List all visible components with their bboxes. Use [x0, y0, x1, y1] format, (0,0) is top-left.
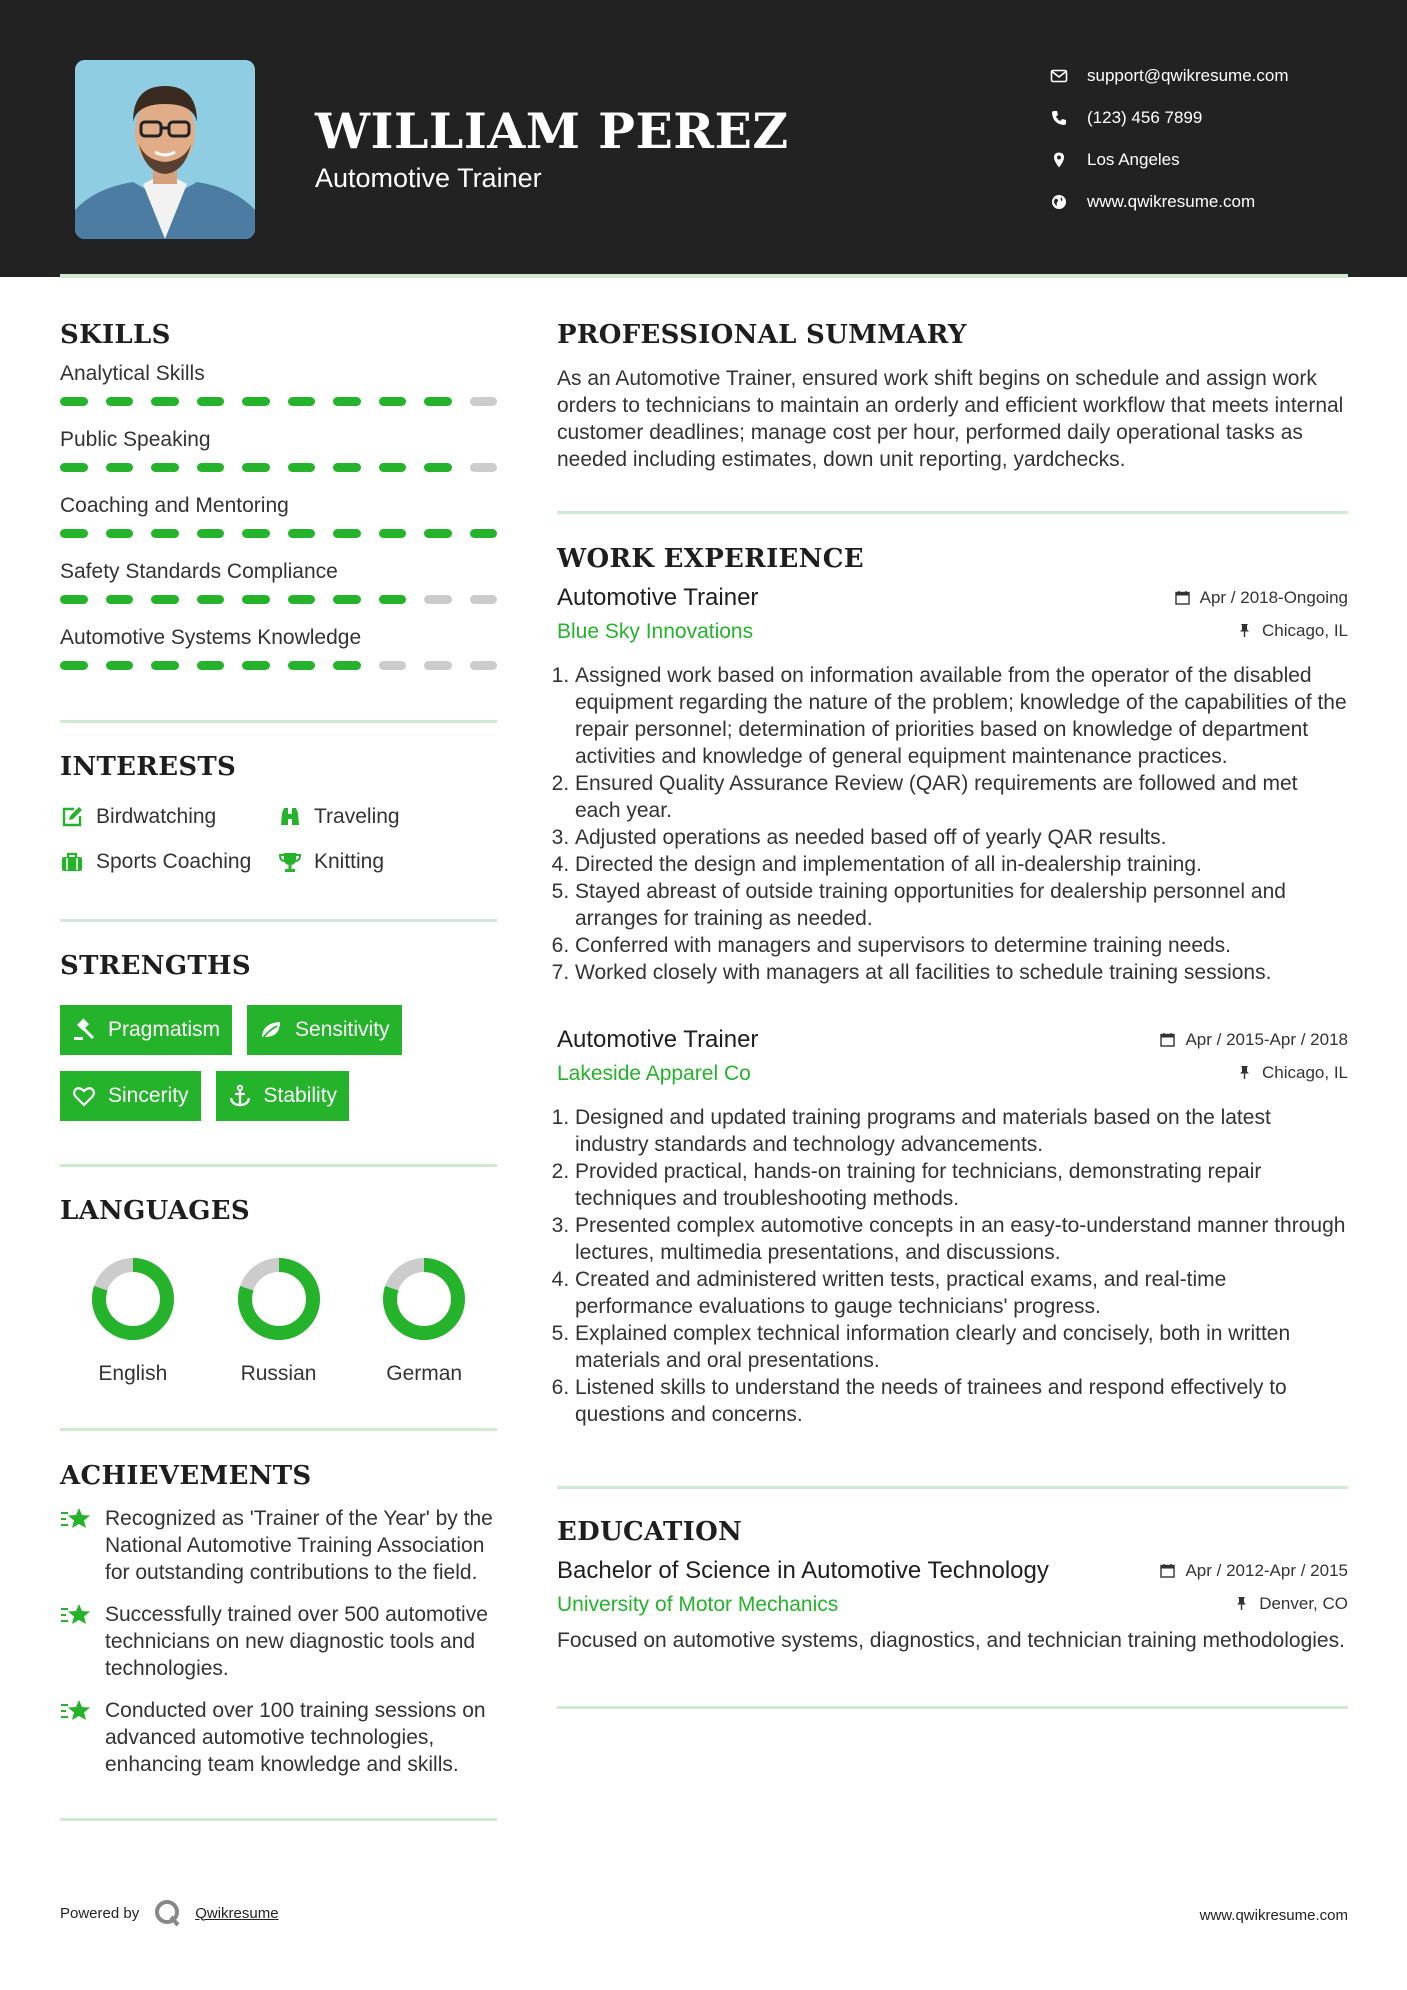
contact-phone-text: (123) 456 7899 — [1087, 108, 1203, 127]
section-divider — [60, 919, 497, 922]
skill-level-dot — [470, 595, 498, 604]
skill-level-dot — [106, 397, 134, 406]
responsibility-item: 7. Worked closely with managers at all facilities to schedule training sessions. — [575, 959, 1348, 986]
skill-level-meter — [60, 529, 497, 538]
skill-level-dot — [379, 397, 407, 406]
responsibility-item: 2. Provided practical, hands-on training for technicians, demonstrating repair techniques and troubleshooting methods. — [575, 1158, 1348, 1212]
skill-level-dot — [151, 463, 179, 472]
language-name: German — [386, 1362, 463, 1385]
skill-name: Analytical Skills — [60, 362, 205, 385]
job-title: Automotive Trainer — [557, 1026, 759, 1053]
responsibility-item: 4. Created and administered written tests, practical exams, and real-time performance evaluations to gauge technicians' progress. — [575, 1266, 1348, 1320]
responsibility-item: 4. Directed the design and implementation of all in-dealership training. — [575, 851, 1348, 878]
skill-item — [60, 491, 497, 538]
skill-level-dot — [379, 463, 407, 472]
skill-level-dot — [151, 529, 179, 538]
skill-level-dot — [424, 595, 452, 604]
skill-level-dot — [424, 463, 452, 472]
skill-level-dot — [106, 529, 134, 538]
responsibility-item: 5. Explained complex technical information clearly and concisely, both in written materials and oral presentations. — [575, 1320, 1348, 1374]
interest-label: Knitting — [314, 849, 385, 873]
languages-list — [60, 1256, 497, 1386]
language-level-ring — [90, 1256, 176, 1342]
achievements-list — [60, 1505, 497, 1778]
achievement-text: Recognized as 'Trainer of the Year' by the National Automotive Training Association for outstanding contributions to the field. — [105, 1507, 493, 1584]
powered-by-text: Powered by — [60, 1904, 140, 1922]
skill-level-dot — [60, 595, 88, 604]
skill-level-dot — [151, 397, 179, 406]
skill-name: Public Speaking — [60, 428, 211, 451]
education-dates-text: Apr / 2012-Apr / 2015 — [1185, 1560, 1348, 1580]
binoculars-icon — [278, 805, 302, 829]
interest-label: Birdwatching — [96, 804, 217, 828]
interest-item — [60, 802, 278, 831]
education-location-text: Denver, CO — [1259, 1593, 1348, 1613]
achievement-item — [60, 1601, 497, 1682]
calendar-icon — [1160, 1032, 1175, 1047]
skill-level-dot — [424, 397, 452, 406]
skill-level-dot — [60, 463, 88, 472]
responsibility-item: 1. Designed and updated training programs and materials based on the latest industry standards and technology advancements. — [575, 1104, 1348, 1158]
interests-title: INTERESTS — [60, 752, 237, 782]
footer-website[interactable]: www.qwikresume.com — [1199, 1907, 1348, 1924]
anchor-icon — [228, 1084, 252, 1108]
skill-level-dot — [333, 529, 361, 538]
interests-list — [60, 802, 497, 876]
responsibility-item: 2. Ensured Quality Assurance Review (QAR) requirements are followed and met each year. — [575, 770, 1348, 824]
interest-item — [60, 847, 278, 876]
achievements-title: ACHIEVEMENTS — [60, 1461, 312, 1491]
job-title: Automotive Trainer — [557, 584, 759, 611]
skill-name: Coaching and Mentoring — [60, 494, 289, 517]
education-title: EDUCATION — [557, 1517, 743, 1547]
skill-level-dot — [288, 661, 316, 670]
company-name: Lakeside Apparel Co — [557, 1062, 751, 1085]
section-divider — [557, 1706, 1348, 1709]
education-dates — [1160, 1561, 1348, 1581]
skill-level-dot — [151, 661, 179, 670]
responsibility-item: 1. Assigned work based on information available from the operator of the disabled equipment regarding the nature of the problem; knowledge of the capabilities of the repair personnel; determination of priorities based on knowledge of department activities and knowledge of general equipment maintenance practices. — [575, 662, 1348, 770]
job-location-text: Chicago, IL — [1262, 620, 1348, 640]
section-divider — [60, 1428, 497, 1431]
skill-level-dot — [333, 661, 361, 670]
pushpin-icon — [1237, 1065, 1252, 1080]
skills-title: SKILLS — [60, 320, 171, 350]
job-location — [1237, 621, 1348, 641]
section-divider — [60, 1164, 497, 1167]
strength-label: Sensitivity — [295, 1018, 390, 1041]
skill-level-dot — [106, 595, 134, 604]
skill-name: Automotive Systems Knowledge — [60, 626, 362, 649]
job-responsibilities — [557, 1104, 1348, 1428]
skill-level-dot — [106, 463, 134, 472]
language-name: Russian — [240, 1362, 317, 1385]
calendar-icon — [1175, 590, 1190, 605]
strength-badge — [247, 1005, 402, 1055]
language-item — [351, 1256, 497, 1386]
gavel-icon — [72, 1018, 96, 1042]
language-name: English — [98, 1362, 168, 1385]
skill-level-dot — [288, 595, 316, 604]
strengths-title: STRENGTHS — [60, 951, 251, 981]
achievement-text: Conducted over 100 training sessions on advanced automotive technologies, enhancing team knowledge and skills. — [105, 1699, 486, 1776]
skill-level-dot — [424, 661, 452, 670]
skill-item — [60, 623, 497, 670]
job-location-text: Chicago, IL — [1262, 1062, 1348, 1082]
skill-level-meter — [60, 595, 497, 604]
skill-level-dot — [470, 529, 498, 538]
section-divider — [557, 1486, 1348, 1489]
interest-item — [278, 847, 478, 876]
header-bar — [0, 0, 1407, 277]
skill-level-dot — [470, 661, 498, 670]
interest-item — [278, 802, 478, 831]
job-responsibilities — [557, 662, 1348, 986]
school-name: University of Motor Mechanics — [557, 1593, 839, 1616]
languages-title: LANGUAGES — [60, 1196, 250, 1226]
responsibility-item: 3. Presented complex automotive concepts in an easy-to-understand manner through lectures, multimedia presentations, and discussions. — [575, 1212, 1348, 1266]
contact-website-text: www.qwikresume.com — [1087, 192, 1256, 211]
achievement-item — [60, 1505, 497, 1586]
skill-level-dot — [288, 529, 316, 538]
contact-email[interactable] — [1050, 55, 1380, 97]
strengths-list — [60, 1005, 497, 1121]
briefcase-icon — [60, 850, 84, 874]
skill-level-dot — [288, 463, 316, 472]
skill-level-dot — [470, 397, 498, 406]
experience-list — [557, 584, 1348, 1428]
heart-icon — [72, 1084, 96, 1108]
responsibility-item: 5. Stayed abreast of outside training opportunities for dealership personnel and arranges for training as needed. — [575, 878, 1348, 932]
summary-text: As an Automotive Trainer, ensured work shift begins on schedule and assign work orders to technicians to maintain an orderly and efficient workflow that meets internal customer deadlines; manage cost per hour, performed daily operational tasks as needed including estimates, down unit reporting, yardchecks. — [557, 367, 1344, 471]
strength-label: Sincerity — [108, 1084, 189, 1107]
skill-level-dot — [379, 595, 407, 604]
skill-level-meter — [60, 463, 497, 472]
skill-level-dot — [197, 595, 225, 604]
section-divider — [60, 720, 497, 723]
degree-title: Bachelor of Science in Automotive Technology — [557, 1557, 1049, 1584]
skill-level-dot — [60, 397, 88, 406]
responsibility-item: 3. Adjusted operations as needed based off of yearly QAR results. — [575, 824, 1348, 851]
interest-label: Sports Coaching — [96, 849, 252, 873]
skill-level-dot — [242, 463, 270, 472]
skill-level-dot — [242, 595, 270, 604]
contact-location — [1050, 139, 1380, 181]
summary-title: PROFESSIONAL SUMMARY — [557, 320, 967, 350]
skill-level-dot — [333, 397, 361, 406]
skill-level-meter — [60, 397, 497, 406]
skill-level-dot — [424, 529, 452, 538]
skill-level-dot — [470, 463, 498, 472]
skill-level-dot — [106, 661, 134, 670]
calendar-icon — [1160, 1563, 1175, 1578]
contact-location-text: Los Angeles — [1087, 150, 1180, 169]
location-pin-icon — [1050, 151, 1068, 169]
language-level-ring — [381, 1256, 467, 1342]
skill-level-meter — [60, 661, 497, 670]
job-dates-text: Apr / 2015-Apr / 2018 — [1185, 1029, 1348, 1049]
skill-level-dot — [60, 529, 88, 538]
interest-label: Traveling — [314, 804, 400, 828]
job-dates-text: Apr / 2018-Ongoing — [1199, 587, 1348, 607]
strength-badge — [60, 1005, 232, 1055]
responsibility-item: 6. Listened skills to understand the needs of trainees and respond effectively to questions and concerns. — [575, 1374, 1348, 1428]
pushpin-icon — [1237, 623, 1252, 638]
section-divider — [557, 511, 1348, 514]
star-badge-icon — [60, 1697, 92, 1725]
education-description: Focused on automotive systems, diagnostics, and technician training methodologies. — [557, 1629, 1345, 1652]
skill-level-dot — [197, 397, 225, 406]
trophy-icon — [278, 850, 302, 874]
profile-photo — [75, 60, 255, 239]
skill-level-dot — [379, 529, 407, 538]
job-dates — [1160, 1030, 1348, 1050]
achievement-item — [60, 1697, 497, 1778]
candidate-title: Automotive Trainer — [315, 163, 542, 193]
job-dates — [1175, 588, 1348, 608]
contact-list — [1050, 55, 1380, 223]
job-location — [1237, 1063, 1348, 1083]
header-accent-line — [60, 274, 1348, 278]
language-level-ring — [236, 1256, 322, 1342]
skill-level-dot — [151, 595, 179, 604]
education-location — [1234, 1594, 1348, 1614]
envelope-icon — [1050, 67, 1068, 85]
skill-level-dot — [288, 397, 316, 406]
job-entry — [557, 584, 1348, 986]
contact-website[interactable] — [1050, 181, 1380, 223]
education-entry — [557, 1557, 1348, 1654]
skill-level-dot — [333, 463, 361, 472]
leaf-icon — [259, 1018, 283, 1042]
star-badge-icon — [60, 1601, 92, 1629]
contact-email-text: support@qwikresume.com — [1087, 66, 1289, 85]
language-item — [60, 1256, 206, 1386]
skills-list — [60, 359, 497, 670]
job-entry — [557, 1026, 1348, 1428]
skill-level-dot — [333, 595, 361, 604]
pencil-square-icon — [60, 805, 84, 829]
skill-level-dot — [197, 661, 225, 670]
skill-level-dot — [197, 529, 225, 538]
skill-item — [60, 557, 497, 604]
achievement-text: Successfully trained over 500 automotive technicians on new diagnostic tools and technologies. — [105, 1603, 488, 1680]
skill-level-dot — [242, 661, 270, 670]
language-item — [206, 1256, 352, 1386]
skill-item — [60, 425, 497, 472]
strength-label: Stability — [263, 1084, 338, 1107]
skill-level-dot — [379, 661, 407, 670]
skill-level-dot — [60, 661, 88, 670]
right-column — [557, 320, 1348, 1709]
footer-branding — [60, 1898, 279, 1928]
skill-level-dot — [242, 529, 270, 538]
skill-level-dot — [197, 463, 225, 472]
qwikresume-link[interactable]: Qwikresume — [195, 1904, 279, 1922]
contact-phone[interactable] — [1050, 97, 1380, 139]
pushpin-icon — [1234, 1596, 1249, 1611]
strength-badge — [60, 1071, 201, 1121]
experience-title: WORK EXPERIENCE — [557, 544, 864, 574]
strength-badge — [216, 1071, 350, 1121]
skill-level-dot — [242, 397, 270, 406]
skill-item — [60, 359, 497, 406]
star-badge-icon — [60, 1505, 92, 1533]
candidate-name: WILLIAM PEREZ — [315, 102, 789, 160]
phone-icon — [1050, 109, 1068, 127]
globe-icon — [1050, 193, 1068, 211]
strength-label: Pragmatism — [108, 1018, 221, 1041]
qwikresume-logo-icon — [153, 1898, 183, 1928]
section-divider — [60, 1818, 497, 1821]
responsibility-item: 6. Conferred with managers and supervisors to determine training needs. — [575, 932, 1348, 959]
company-name: Blue Sky Innovations — [557, 620, 754, 643]
skill-name: Safety Standards Compliance — [60, 560, 338, 583]
left-column — [60, 320, 497, 1821]
